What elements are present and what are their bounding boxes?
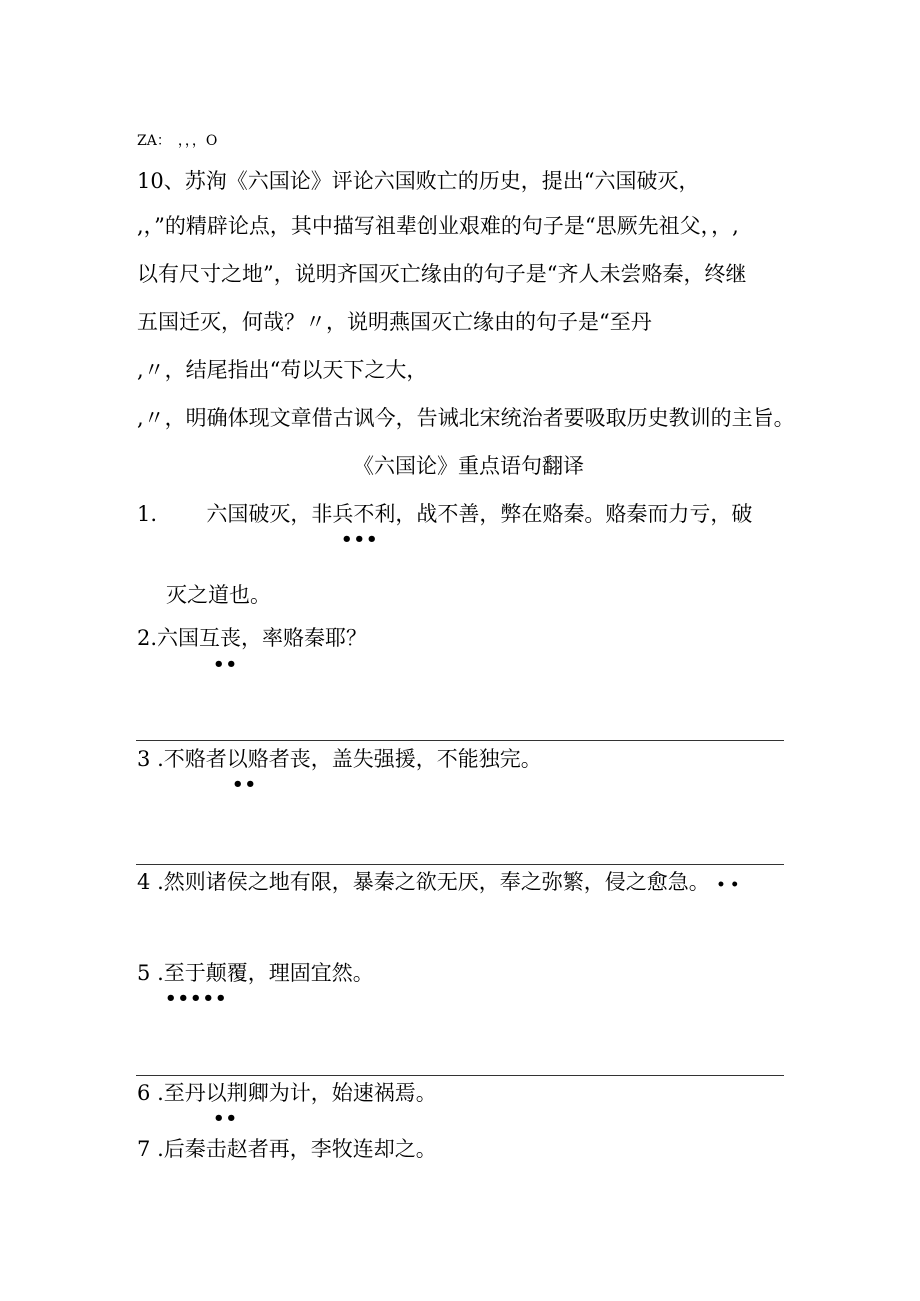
emphasis-dots-3: •• <box>232 774 258 795</box>
item-2-number: 2. <box>137 626 158 650</box>
item-5 <box>137 960 374 986</box>
item-5-number: 5 <box>137 961 151 985</box>
q10-line-1: 10、苏洵《六国论》评论六国败亡的历史，提出“六国破灭， <box>137 169 700 193</box>
item-1 <box>137 501 752 527</box>
emphasis-dots-5: ••••• <box>165 988 228 1009</box>
item-7-number: 7 <box>137 1137 151 1161</box>
item-1-text: 六国破灭，非兵不利，战不善，弊在赂秦。赂秦而力亏，破 <box>206 502 753 526</box>
item-3-text: .不赂者以赂者丧，盖失强援，不能独完。 <box>157 747 542 771</box>
answer-line-3 <box>136 864 784 865</box>
q10-line-6: ,〃，明确体现文章借古讽今，告诫北宋统治者要吸取历史教训的主旨。 <box>137 406 795 430</box>
item-1-continuation: 灭之道也。 <box>166 583 271 607</box>
top-line <box>137 125 217 154</box>
item-6-number: 6 <box>137 1081 151 1105</box>
section-title: 《六国论》重点语句翻译 <box>353 454 584 478</box>
item-3 <box>137 746 542 772</box>
q10-line-4: 五国迁灭，何哉？〃，说明燕国灭亡缘由的句子是“至丹 <box>137 310 652 334</box>
q10-line-3: 以有尺寸之地”，说明齐国灭亡缘由的句子是“齐人未尝赂秦，终继 <box>137 262 747 286</box>
item-4-text: .然则诸侯之地有限，暴秦之欲无厌，奉之弥繁，侵之愈急。 <box>157 870 710 894</box>
item-3-number: 3 <box>137 747 151 771</box>
item-4-number: 4 <box>137 870 151 894</box>
item-7 <box>137 1136 437 1162</box>
item-7-text: .后秦击赵者再，李牧连却之。 <box>157 1137 437 1161</box>
item-6-text: .至丹以荆卿为计，始速祸焉。 <box>157 1081 437 1105</box>
q10-line-2: ,，”的精辟论点，其中描写祖辈创业艰难的句子是“思厥先祖父，，, <box>137 214 739 238</box>
item-1-number: 1. <box>137 502 158 526</box>
answer-line-5 <box>136 1075 784 1076</box>
emphasis-dots-1: ••• <box>341 529 379 550</box>
item-2-text: 六国互丧，率赂秦耶？ <box>157 626 368 650</box>
emphasis-dots-2: •• <box>213 654 239 675</box>
answer-line-2 <box>136 740 784 741</box>
item-6 <box>137 1080 437 1106</box>
emphasis-dots-6: •• <box>213 1108 239 1129</box>
q10-line-5: ,〃，结尾指出“苟以天下之大， <box>137 358 428 382</box>
item-2 <box>137 625 367 651</box>
item-4 <box>137 869 739 898</box>
item-5-text: .至于颠覆，理固宜然。 <box>157 961 374 985</box>
top-line-text: ZA： ，，，O <box>137 133 218 149</box>
emphasis-dots-4: • • <box>716 877 740 893</box>
